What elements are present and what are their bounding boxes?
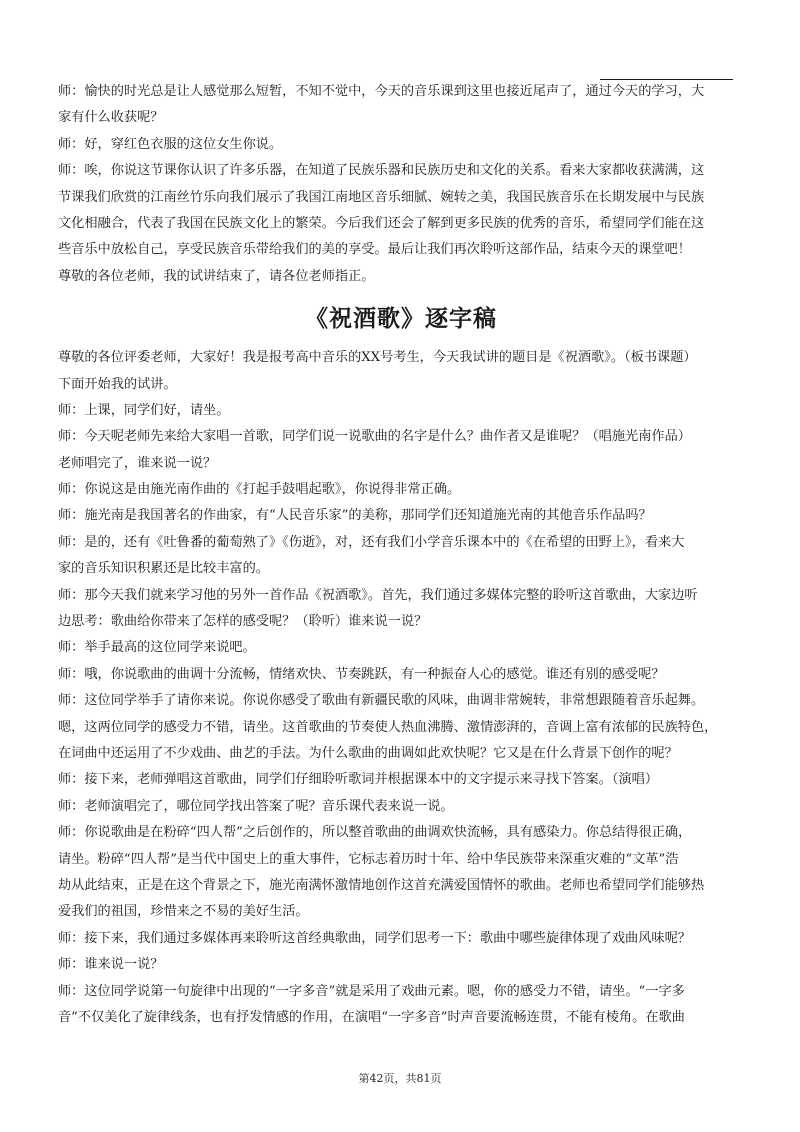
text-line: 师：上课，同学们好，请坐。 bbox=[58, 402, 230, 418]
text-line: 师：你说歌曲是在粉碎“四人帮”之后创作的，所以整首歌曲的曲调欢快流畅，具有感染力。你总结得很正确， bbox=[58, 825, 692, 841]
text-line: 嗯，这两位同学的感受力不错，请坐。这首歌曲的节奏使人热血沸腾、激情澎湃的，音调上富有浓郁的民族特色， bbox=[58, 719, 718, 735]
text-line: 家的音乐知识积累还是比较丰富的。 bbox=[58, 561, 269, 577]
text-line: 劫从此结束，正是在这个背景之下，施光南满怀激情地创作这首充满爱国情怀的歌曲。老师也希望同学们能够热 bbox=[58, 877, 705, 893]
text-line: 师：好，穿红色衣服的这位女生你说。 bbox=[58, 136, 283, 152]
text-line: 尊敬的各位老师，我的试讲结束了，请各位老师指正。 bbox=[58, 268, 375, 284]
text-line: 师：谁来说一说？ bbox=[58, 957, 164, 973]
text-line: 在词曲中还运用了不少戏曲、曲艺的手法。为什么歌曲的曲调如此欢快呢？它又是在什么背景下创作的呢？ bbox=[58, 745, 678, 761]
text-line: 边思考：歌曲给你带来了怎样的感受呢？（聆听）谁来说一说？ bbox=[58, 614, 428, 630]
page-title: 《祝酒歌》逐字稿 bbox=[305, 305, 497, 333]
text-line: 师：这位同学举手了请你来说。你说你感受了歌曲有新疆民歌的风味，曲调非常婉转，非常想跟随着音乐起舞。 bbox=[58, 693, 705, 709]
document-body bbox=[58, 79, 744, 1031]
text-line: 师：举手最高的这位同学来说吧。 bbox=[58, 640, 256, 656]
text-line: 节课我们欣赏的江南丝竹乐向我们展示了我国江南地区音乐细腻、婉转之美，我国民族音乐在长期发展中与民族 bbox=[58, 189, 705, 205]
text-line: 师：你说这是由施光南作曲的《打起手鼓唱起歌》，你说得非常正确。 bbox=[58, 482, 461, 498]
text-line: 家有什么收获呢？ bbox=[58, 110, 164, 126]
text-line: 师：老师演唱完了，哪位同学找出答案了呢？音乐课代表来说一说。 bbox=[58, 798, 454, 814]
text-line: 尊敬的各位评委老师，大家好！我是报考高中音乐的XX号考生，今天我试讲的题目是《祝酒歌》。（板书课题） bbox=[58, 350, 697, 366]
text-line: 师：接下来，老师弹唱这首歌曲，同学们仔细聆听歌词并根据课本中的文字提示来寻找下答案。（演唱） bbox=[58, 772, 659, 788]
text-line: 师：愉快的时光总是让人感觉那么短暂，不知不觉中，今天的音乐课到这里也接近尾声了，通过今天的学习，大 bbox=[58, 84, 705, 99]
text-line: 爱我们的祖国，珍惜来之不易的美好生活。 bbox=[58, 904, 309, 920]
text-line: 师：那今天我们就来学习他的另外一首作品《祝酒歌》。首先，我们通过多媒体完整的聆听这首歌曲，大家边听 bbox=[58, 587, 698, 603]
closing-section bbox=[58, 79, 744, 290]
text-line: 师：是的，还有《吐鲁番的葡萄熟了》《伤逝》，对，还有我们小学音乐课本中的《在希望的田野上》，看来大 bbox=[58, 534, 685, 550]
text-line: 师：这位同学说第一句旋律中出现的“一字多音”就是采用了戏曲元素。嗯，你的感受力不错，请坐。“一字多 bbox=[58, 983, 685, 999]
text-line: 请坐。粉碎“四人帮”是当代中国史上的重大事件，它标志着历时十年、给中华民族带来深重灾难的“文革”浩 bbox=[58, 851, 679, 867]
page-number: 第42页，共81页 bbox=[358, 1072, 442, 1085]
text-line: 老师唱完了，谁来说一说？ bbox=[58, 455, 217, 471]
transcript-section bbox=[58, 345, 744, 1031]
text-line: 师：今天呢老师先来给大家唱一首歌，同学们说一说歌曲的名字是什么？曲作者又是谁呢？（唱施光南作品） bbox=[58, 429, 691, 445]
text-line: 些音乐中放松自己，享受民族音乐带给我们的美的享受。最后让我们再次聆听这部作品，结束今天的课堂吧！ bbox=[58, 242, 691, 258]
text-line: 师：接下来，我们通过多媒体再来聆听这首经典歌曲，同学们思考一下：歌曲中哪些旋律体现了戏曲风味呢？ bbox=[58, 930, 691, 946]
text-line: 师：施光南是我国著名的作曲家，有“人民音乐家”的美称，那同学们还知道施光南的其他音乐作品吗？ bbox=[58, 508, 652, 524]
text-line: 下面开始我的试讲。 bbox=[58, 376, 177, 392]
text-line: 师：哦，你说歌曲的曲调十分流畅，情绪欢快、节奏跳跃，有一种振奋人心的感觉。谁还有别的感受呢？ bbox=[58, 666, 665, 682]
text-line: 师：唉，你说这节课你认识了许多乐器，在知道了民族乐器和民族历史和文化的关系。看来大家都收获满满，这 bbox=[58, 163, 705, 179]
text-line: 文化相融合，代表了我国在民族文化上的繁荣。今后我们还会了解到更多民族的优秀的音乐，希望同学们能在这 bbox=[58, 215, 705, 231]
text-line: 音”不仅美化了旋律线条，也有抒发情感的作用，在演唱“一字多音”时声音要流畅连贯，不能有棱角。在歌曲 bbox=[58, 1009, 685, 1025]
